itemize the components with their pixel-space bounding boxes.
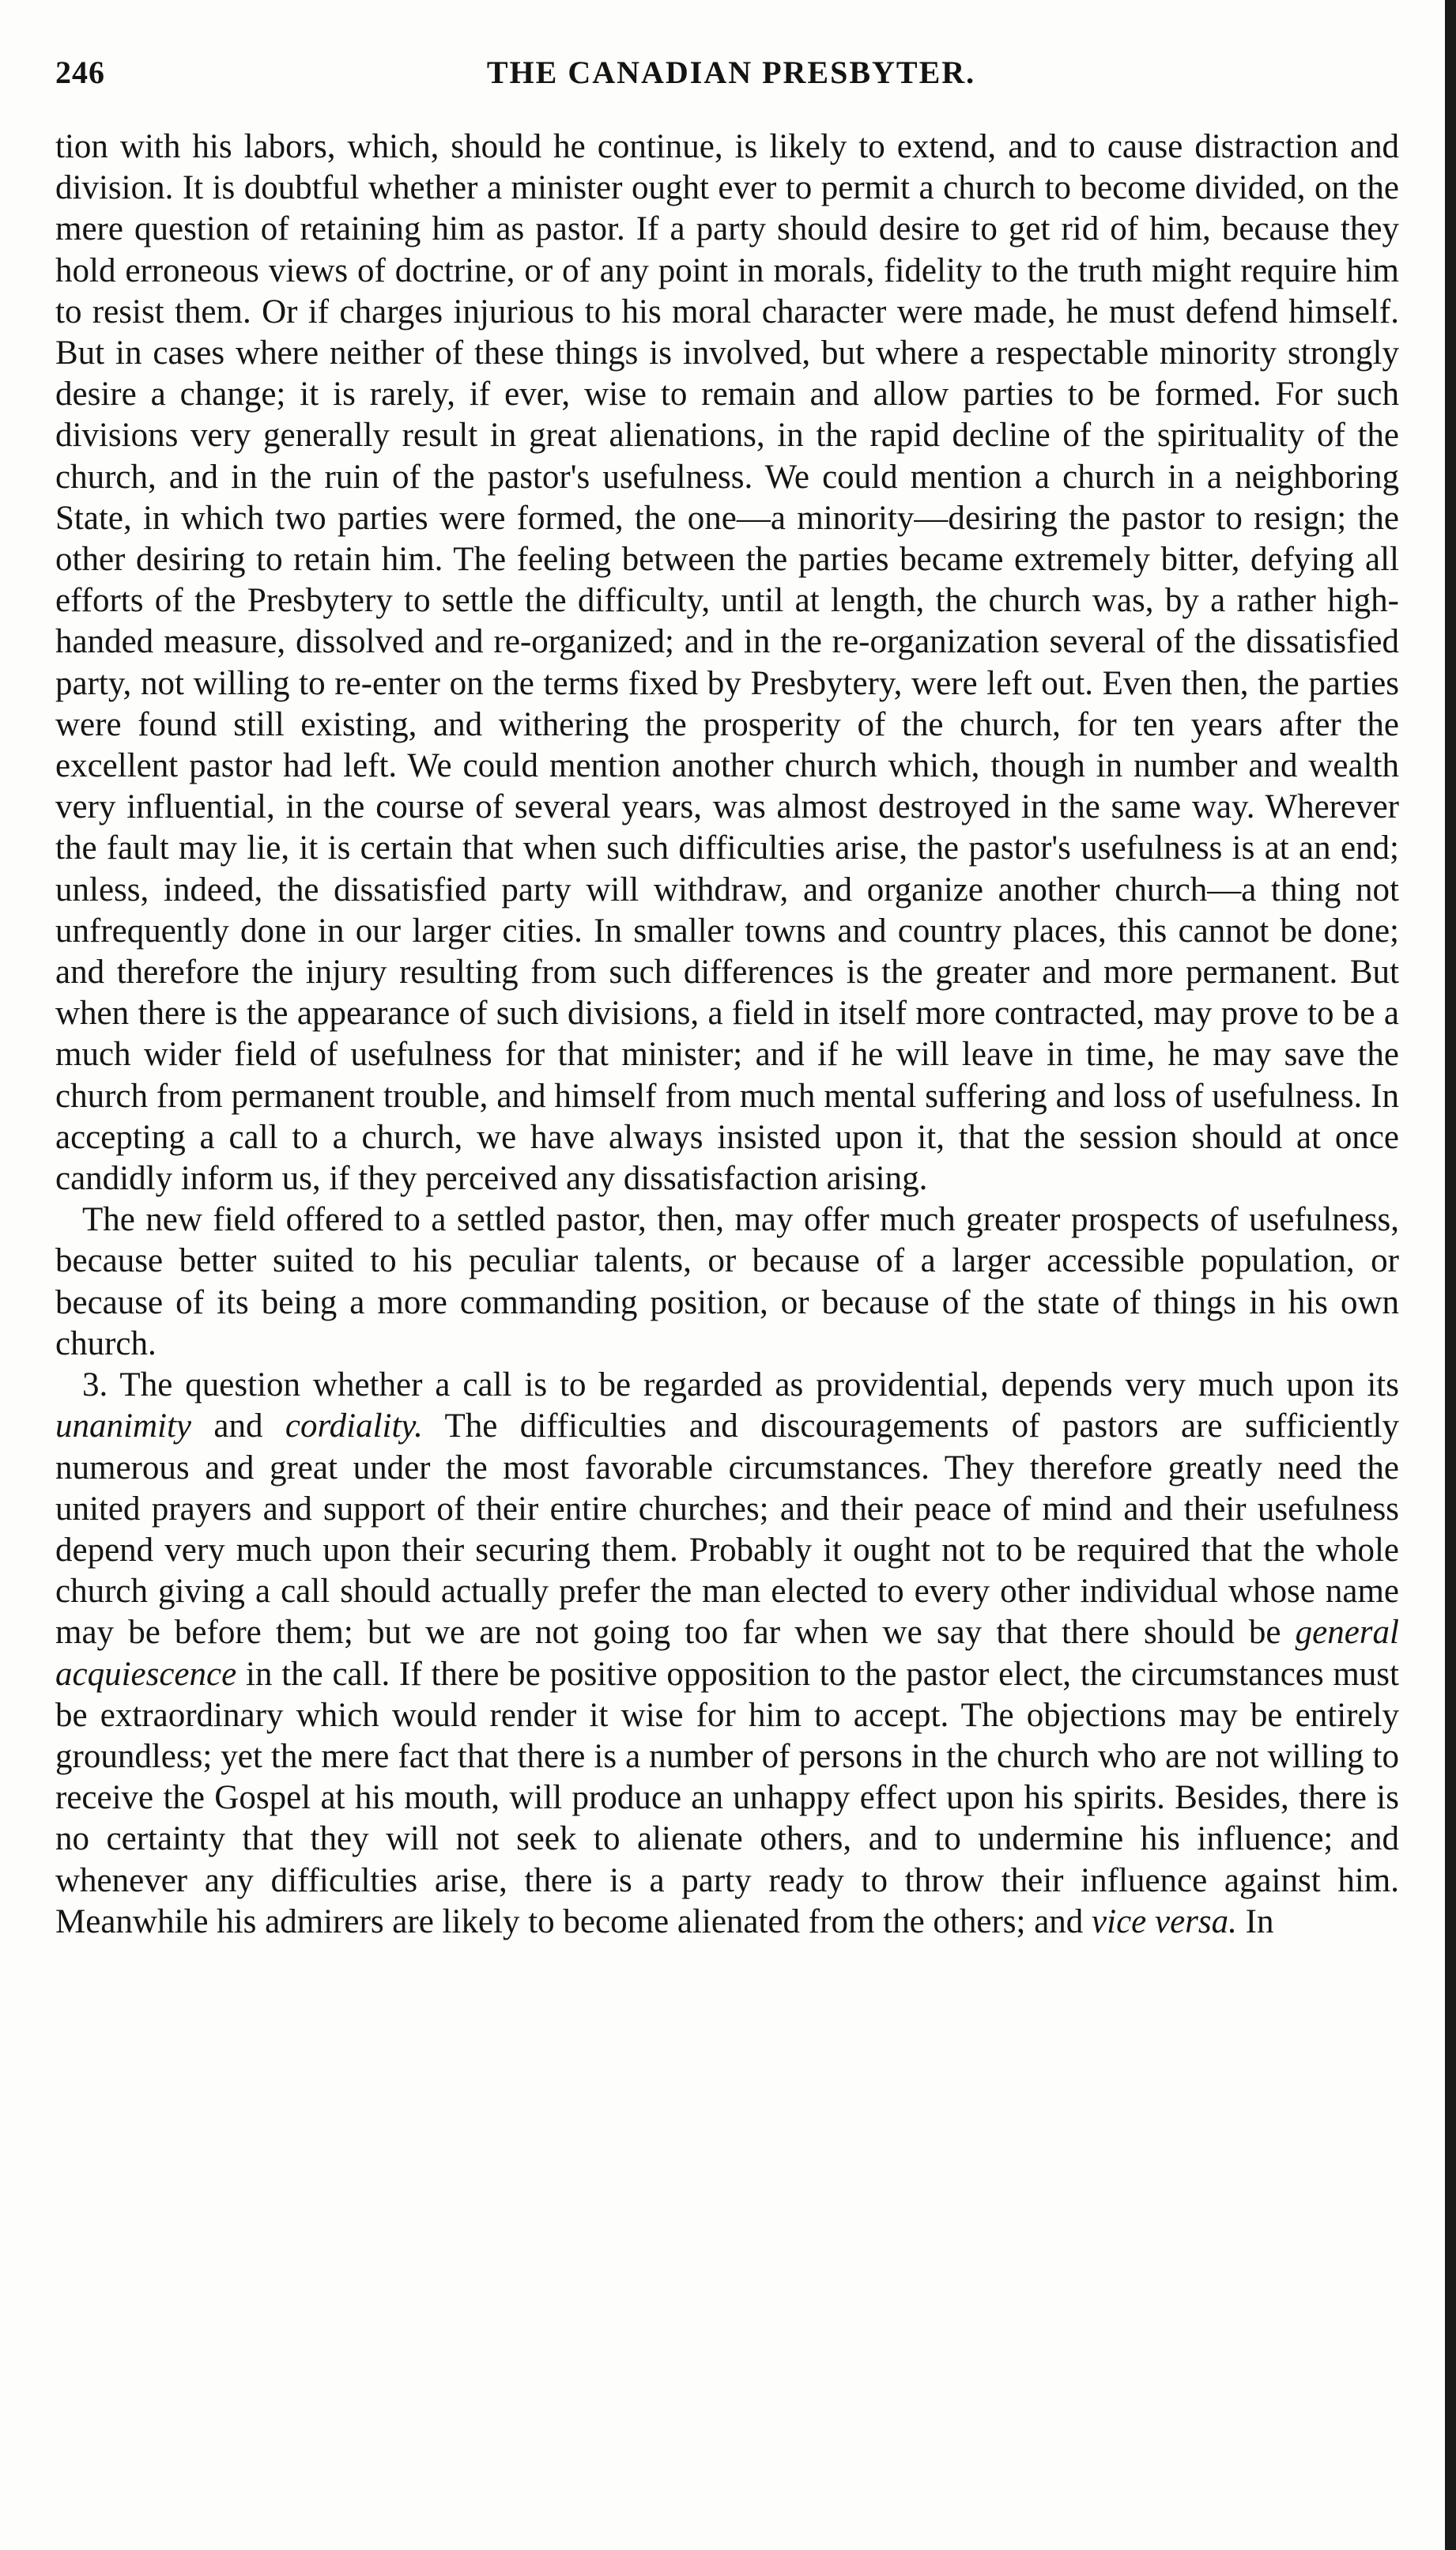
- text-run: 3. The question whether a call is to be regarded as providential, depends very much upon its: [82, 1366, 1399, 1404]
- text-run: In: [1236, 1902, 1274, 1940]
- running-head: [55, 54, 1407, 101]
- text-run: and: [190, 1407, 285, 1445]
- text-run: in the call. If there be positive opposition to the pastor elect, the circumstances must be extraordinary which would render it wise for him to accept. The objections may be entirely groundless; yet the mere fact that there is a number of persons in the church who are not willing to receive the Gospel at his mouth, will produce an unhappy effect upon his spirits. Besides, there is no certainty that they will not seek to alienate others, and to undermine his influence; and whenever any difficulties arise, there is a party ready to throw their influence against him. Meanwhile his admirers are likely to become alienated from the others; and: [55, 1655, 1399, 1940]
- italic-phrase: unanimity: [55, 1407, 191, 1445]
- text-run: The new field offered to a settled pastor, then, may offer much greater prospects of usefulness, because better suited to his peculiar talents, or because of a larger accessible population, or because of its being a more commanding position, or because of the state of things in his own church.: [55, 1201, 1399, 1362]
- paragraph-new-field: [55, 1199, 1399, 1365]
- italic-phrase: cordiality.: [285, 1407, 423, 1445]
- journal-title: THE CANADIAN PRESBYTER.: [486, 55, 976, 90]
- page-number: 246: [55, 55, 105, 90]
- text-run: The difficulties and discouragements of pastors are sufficiently numerous and great under the most favorable circumstances. They therefore greatly need the united prayers and support of their entire churches; and their peace of mind and their usefulness depend very much upon their securing them. Probably it ought not to be required that the whole church giving a call should actually prefer the man elected to every other individual whose name may be before them; but we are not going too far when we say that there should be: [55, 1407, 1400, 1652]
- page-edge-shadow: [1445, 0, 1456, 2550]
- italic-phrase: general acquiescence: [55, 1614, 1399, 1693]
- paragraph-continuation: [55, 127, 1399, 1199]
- article-body: [55, 127, 1399, 1943]
- paragraph-point-3: [55, 1365, 1399, 1943]
- text-run: tion with his labors, which, should he continue, is likely to extend, and to cause distraction and division. It is doubtful whether a minister ought ever to permit a church to become divided, on the mere question of retaining him as pastor. If a party should desire to get rid of him, because they hold erroneous views of doctrine, or of any point in morals, fidelity to the truth might require him to resist them. Or if charges injurious to his moral character were made, he must defend himself. But in cases where neither of these things is involved, but where a respectable minority strongly desire a change; it is rarely, if ever, wise to remain and allow parties to be formed. For such divisions very generally result in great alienations, in the rapid decline of the spirituality of the church, and in the ruin of the pastor's usefulness. We could mention a church in a neighboring State, in which two parties were formed, the one—a minority—desiring the pastor to resign; the other desiring to retain him. The feeling between the parties became extremely bitter, defying all efforts of the Presbytery to settle the difficulty, until at length, the church was, by a rather high-handed measure, dissolved and re-organized; and in the re-organization several of the dissatisfied party, not willing to re-enter on the terms fixed by Presbytery, were left out. Even then, the parties were found still existing, and withering the prosperity of the church, for ten years after the excellent pastor had left. We could mention another church which, though in number and wealth very influential, in the course of several years, was almost destroyed in the same way. Wherever the fault may lie, it is certain that when such difficulties arise, the pastor's usefulness is at an end; unless, indeed, the dissatisfied party will withdraw, and organize another church—a thing not unfrequently done in our larger cities. In smaller towns and country places, this cannot be done; and therefore the injury resulting from such differences is the greater and more permanent. But when there is the appearance of such divisions, a field in itself more contracted, may prove to be a much wider field of usefulness for that minister; and if he will leave in time, he may save the church from permanent trouble, and himself from much mental suffering and loss of usefulness. In accepting a call to a church, we have always insisted upon it, that the session should at once candidly inform us, if they perceived any dissatisfaction arising.: [55, 128, 1399, 1198]
- italic-phrase: vice versa.: [1092, 1902, 1237, 1940]
